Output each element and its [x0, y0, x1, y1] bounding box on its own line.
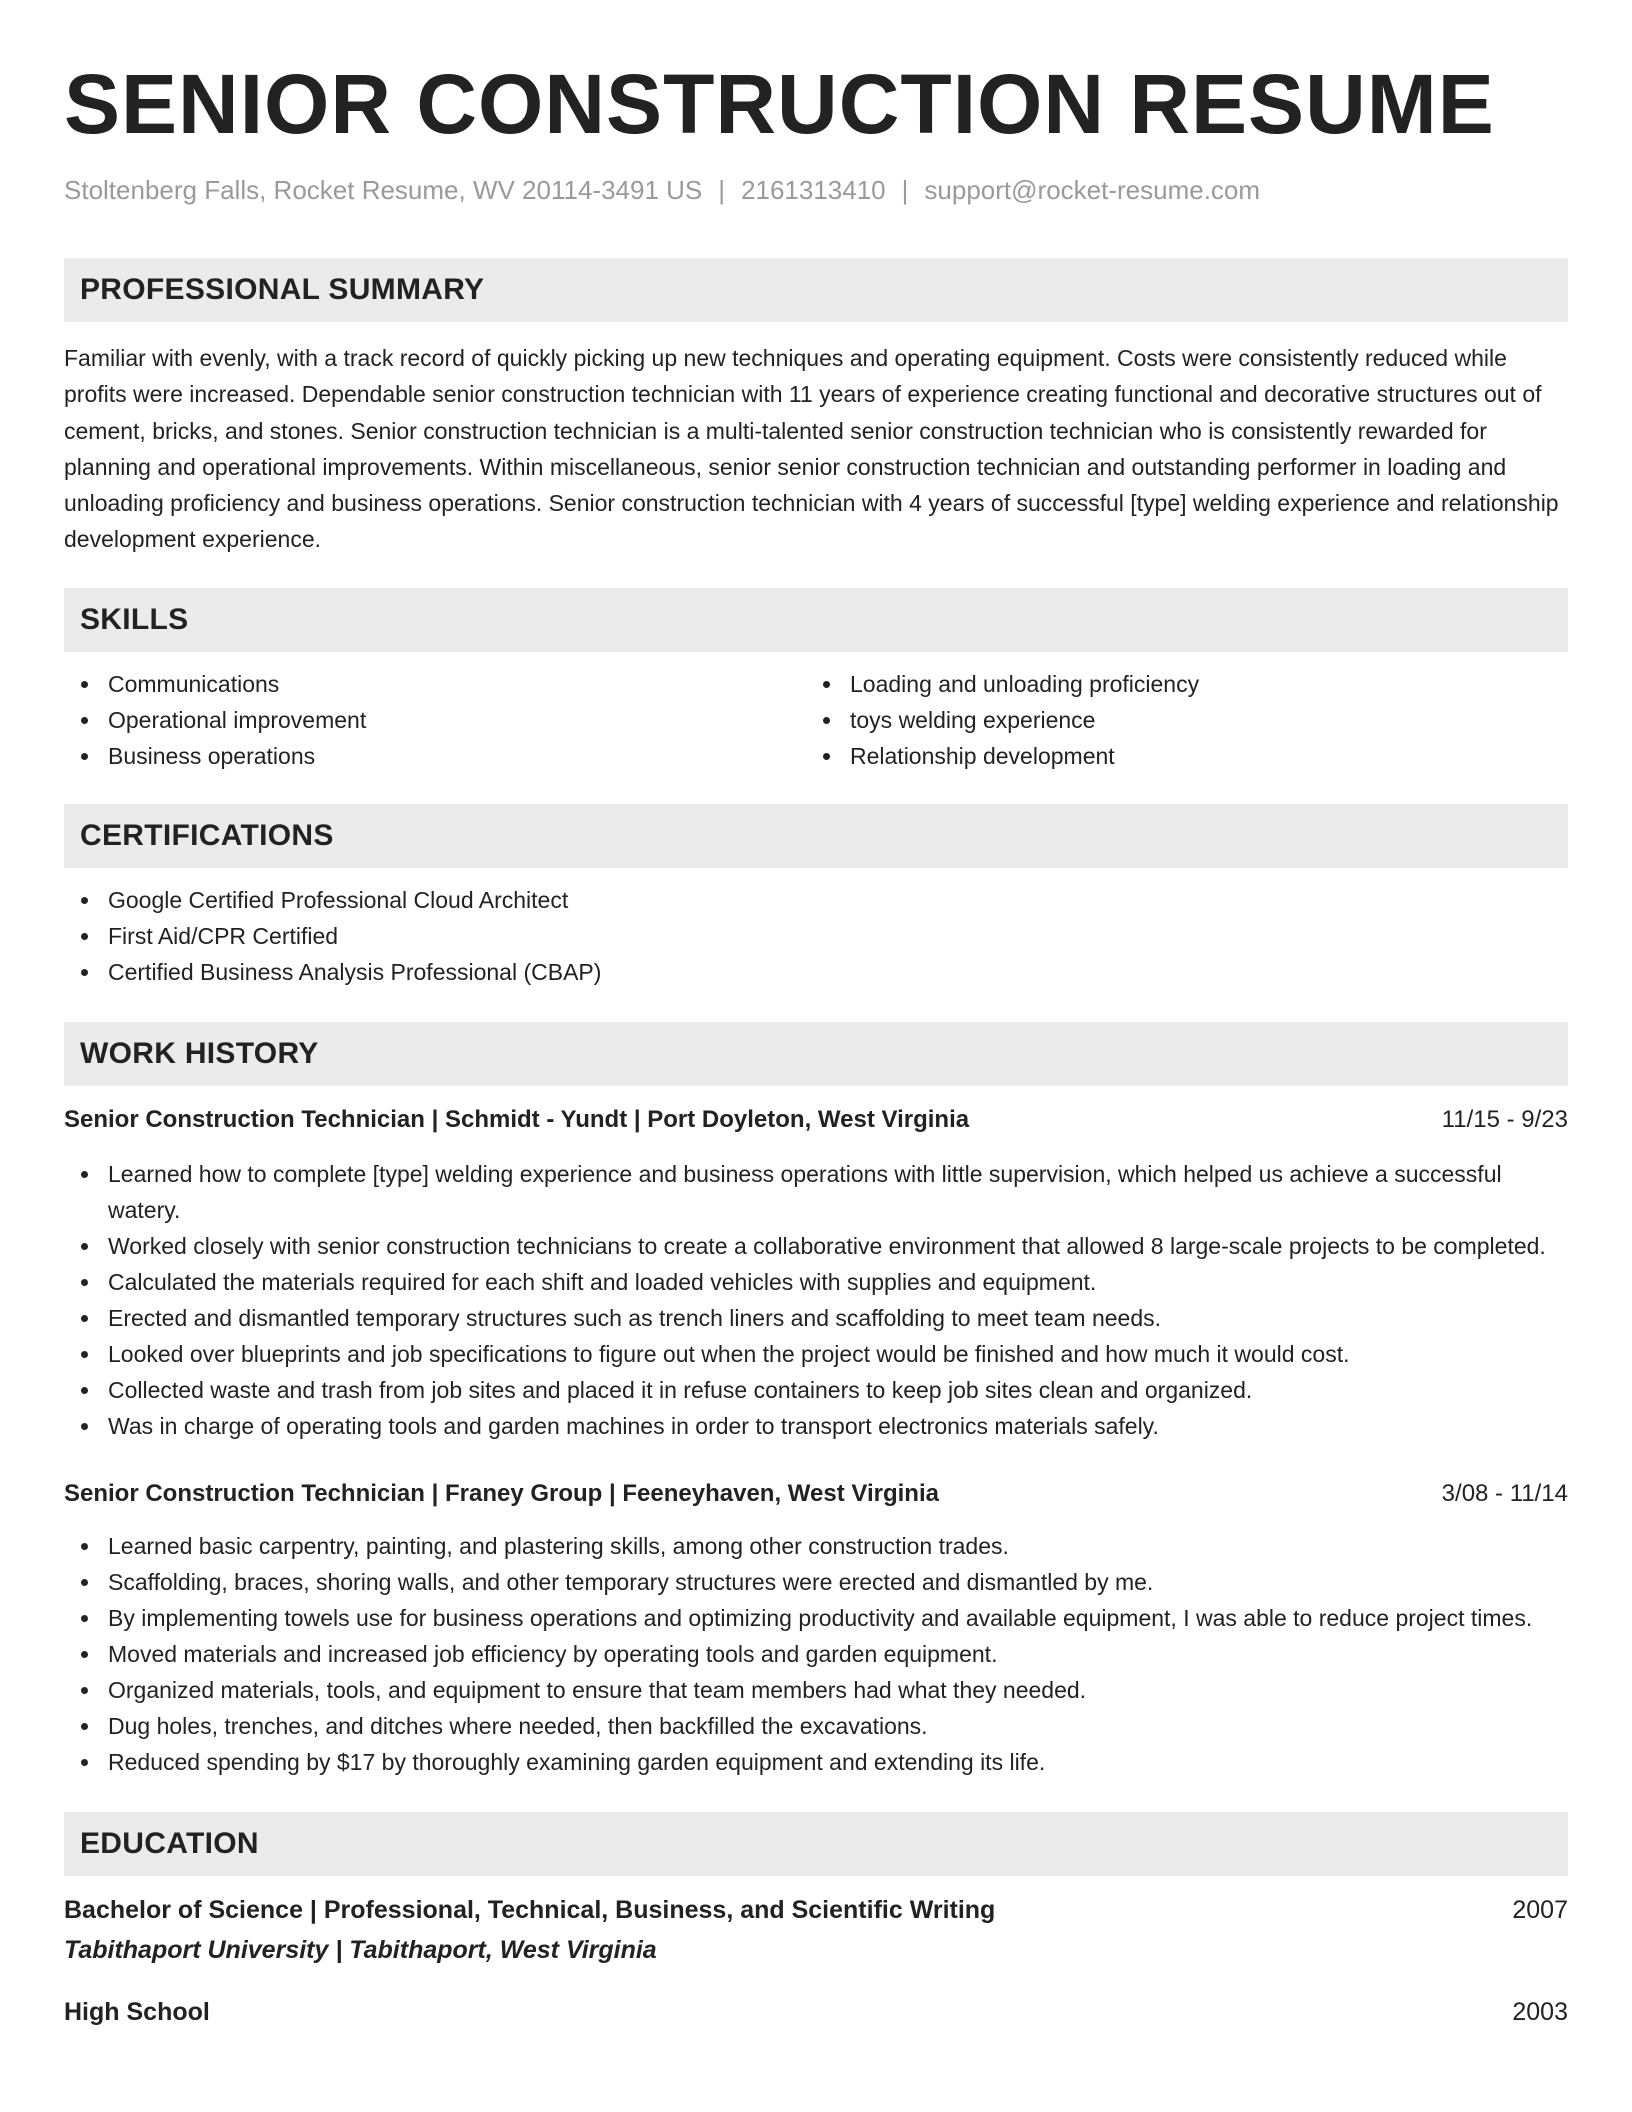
job-entry	[64, 1476, 1568, 1780]
contact-line	[64, 174, 1568, 206]
certifications-list	[64, 882, 1568, 990]
list-item: Business operations	[64, 738, 806, 774]
education-year: 2003	[1512, 1997, 1568, 2026]
contact-email: support@rocket-resume.com	[924, 175, 1261, 205]
contact-separator: |	[901, 175, 909, 205]
certifications-heading: CERTIFICATIONS	[64, 804, 1568, 868]
job-title: Senior Construction Technician | Franey Group | Feeneyhaven, West Virginia	[64, 1479, 939, 1507]
list-item: Operational improvement	[64, 702, 806, 738]
list-item: Google Certified Professional Cloud Architect	[64, 882, 1568, 918]
list-item: Loading and unloading proficiency	[806, 666, 1548, 702]
list-item: First Aid/CPR Certified	[64, 918, 1568, 954]
list-item: Certified Business Analysis Professional (CBAP)	[64, 954, 1568, 990]
list-item: By implementing towels use for business operations and optimizing productivity and available equipment, I was able to reduce project times.	[64, 1600, 1568, 1636]
education-header	[64, 1892, 1568, 1928]
education-heading: EDUCATION	[64, 1812, 1568, 1876]
list-item: Collected waste and trash from job sites and placed it in refuse containers to keep job sites clean and organized.	[64, 1372, 1568, 1408]
education-degree: Bachelor of Science | Professional, Technical, Business, and Scientific Writing	[64, 1895, 996, 1924]
list-item: Relationship development	[806, 738, 1548, 774]
list-item: Communications	[64, 666, 806, 702]
job-title: Senior Construction Technician | Schmidt - Yundt | Port Doyleton, West Virginia	[64, 1105, 970, 1133]
list-item: Calculated the materials required for each shift and loaded vehicles with supplies and equipment.	[64, 1264, 1568, 1300]
list-item: Looked over blueprints and job specifications to figure out when the project would be finished and how much it would cost.	[64, 1336, 1568, 1372]
list-item: Was in charge of operating tools and garden machines in order to transport electronics materials safely.	[64, 1408, 1568, 1444]
contact-address: Stoltenberg Falls, Rocket Resume, WV 20114-3491 US	[64, 175, 703, 205]
job-dates: 3/08 - 11/14	[1441, 1479, 1568, 1507]
skills-column-left	[64, 666, 806, 774]
list-item: Organized materials, tools, and equipment to ensure that team members had what they needed.	[64, 1672, 1568, 1708]
skills-column-right	[806, 666, 1548, 774]
list-item: Dug holes, trenches, and ditches where needed, then backfilled the excavations.	[64, 1708, 1568, 1744]
list-item: Reduced spending by $17 by thoroughly examining garden equipment and extending its life.	[64, 1744, 1568, 1780]
job-header	[64, 1102, 1568, 1138]
work-history-heading: WORK HISTORY	[64, 1022, 1568, 1086]
summary-heading: PROFESSIONAL SUMMARY	[64, 258, 1568, 322]
education-year: 2007	[1512, 1895, 1568, 1924]
job-bullets	[64, 1156, 1568, 1444]
job-entry	[64, 1102, 1568, 1444]
job-dates: 11/15 - 9/23	[1441, 1105, 1568, 1133]
list-item: toys welding experience	[806, 702, 1548, 738]
list-item: Learned basic carpentry, painting, and plastering skills, among other construction trades.	[64, 1528, 1568, 1564]
education-degree: High School	[64, 1997, 210, 2026]
list-item: Scaffolding, braces, shoring walls, and other temporary structures were erected and dismantled by me.	[64, 1564, 1568, 1600]
summary-text: Familiar with evenly, with a track record of quickly picking up new techniques and operating equipment. Costs were consistently reduced while profits were increased. Dependable senior construction technician with 11 years of experience creating functional and decorative structures out of cement, bricks, and stones. Senior construction technician is a multi-talented senior construction technician who is consistently rewarded for planning and operational improvements. Within miscellaneous, senior senior construction technician and outstanding performer in loading and unloading proficiency and business operations. Senior construction technician with 4 years of successful [type] welding experience and relationship development experience.	[64, 345, 1559, 553]
contact-phone: 2161313410	[741, 175, 886, 205]
list-item: Erected and dismantled temporary structures such as trench liners and scaffolding to meet team needs.	[64, 1300, 1568, 1336]
education-school: Tabithaport University | Tabithaport, West Virginia	[64, 1935, 657, 1964]
resume-title: SENIOR CONSTRUCTION RESUME	[64, 57, 1495, 151]
skills-list	[64, 666, 1568, 774]
job-header	[64, 1476, 1568, 1512]
job-bullets	[64, 1528, 1568, 1780]
education-entry	[64, 1994, 1568, 2030]
list-item: Worked closely with senior construction technicians to create a collaborative environment that allowed 8 large-scale projects to be completed.	[64, 1228, 1568, 1264]
education-entry	[64, 1892, 1568, 1968]
contact-separator: |	[718, 175, 726, 205]
list-item: Learned how to complete [type] welding experience and business operations with little supervision, which helped us achieve a successful watery.	[64, 1156, 1568, 1228]
list-item: Moved materials and increased job efficiency by operating tools and garden equipment.	[64, 1636, 1568, 1672]
skills-heading: SKILLS	[64, 588, 1568, 652]
education-header	[64, 1994, 1568, 2030]
